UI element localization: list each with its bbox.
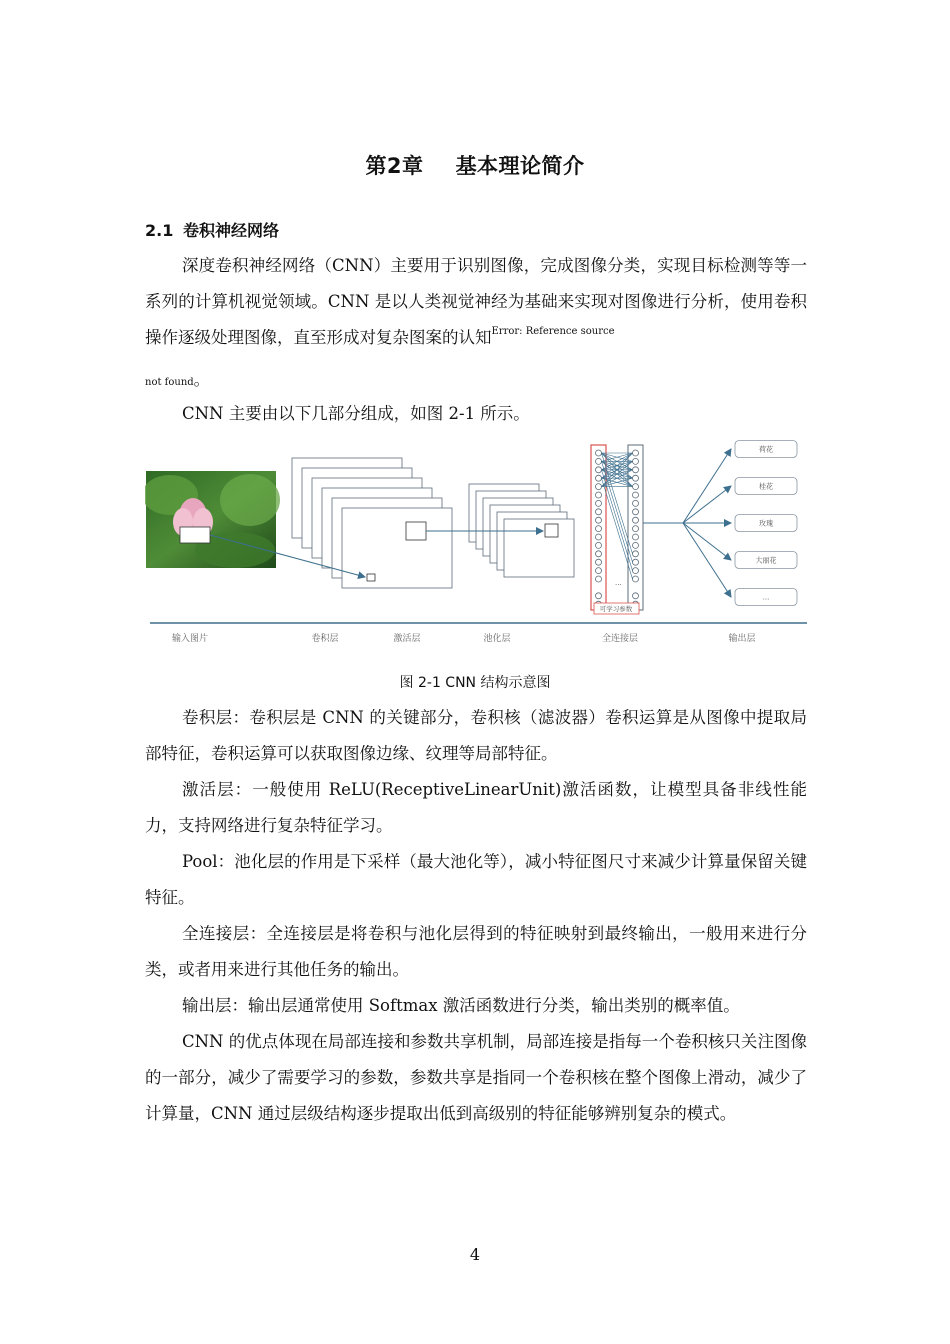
fc-output-node bbox=[633, 534, 639, 540]
conv-output-cell bbox=[367, 574, 375, 581]
cnn-diagram bbox=[145, 440, 810, 655]
fc-input-node bbox=[596, 500, 602, 506]
section-number: 2.1 bbox=[145, 221, 174, 240]
layer-labels bbox=[172, 632, 756, 644]
chapter-number: 第2章 bbox=[365, 154, 424, 178]
paragraph-intro-text: 深度卷积神经网络（CNN）主要用于识别图像，完成图像分类，实现目标检测等等一系列的计算机视觉领域。CNN 是以人类视觉神经为基础来实现对图像进行分析，使用卷积操作逐级处理图像，直至形成对复杂图案的认知 bbox=[145, 256, 807, 347]
fc-output-node bbox=[633, 484, 639, 490]
layer-label: 卷积层 bbox=[311, 634, 339, 644]
input-image bbox=[145, 471, 280, 568]
receptive-field-box bbox=[180, 527, 210, 543]
fc-input-node bbox=[596, 450, 602, 456]
output-class-label: 玫瑰 bbox=[759, 519, 773, 528]
fc-input-node bbox=[596, 475, 602, 481]
layer-label: 输出层 bbox=[728, 634, 756, 644]
section-heading bbox=[145, 218, 279, 241]
fc-input-node bbox=[596, 576, 602, 582]
fc-input-node bbox=[596, 526, 602, 532]
output-class-label: 荷花 bbox=[759, 445, 773, 454]
fc-input-node bbox=[596, 467, 602, 473]
reference-error-tail: not found bbox=[145, 377, 194, 388]
layer-label: 池化层 bbox=[483, 634, 511, 644]
reference-error-note-continued bbox=[145, 367, 210, 390]
paragraph-output: 输出层：输出层通常使用 Softmax 激活函数进行分类，输出类别的概率值。 bbox=[182, 996, 740, 1015]
fc-input-node bbox=[596, 484, 602, 490]
fc-output-node bbox=[633, 517, 639, 523]
paragraph-intro bbox=[145, 248, 807, 356]
paragraph-activation: 激活层：一般使用 ReLU(ReceptiveLinearUnit)激活函数，让模型具备非线性能力，支持网络进行复杂特征学习。 bbox=[145, 780, 807, 835]
learnable-parameters-label: 可学习参数 bbox=[599, 605, 633, 613]
chapter-name: 基本理论简介 bbox=[455, 154, 585, 178]
conv-layer-stack bbox=[292, 458, 452, 588]
paragraph-advantages: CNN 的优点体现在局部连接和参数共享机制，局部连接是指每一个卷积核只关注图像的一部分，减少了需要学习的参数，参数共享是指同一个卷积核在整个图像上滑动，减少了计算量，CNN 通过层级结构逐步提取出低到高级别的特征能够辨别复杂的模式。 bbox=[145, 1032, 807, 1123]
section-title: 卷积神经网络 bbox=[183, 221, 280, 240]
fc-input-node bbox=[596, 509, 602, 515]
cnn-structure-figure bbox=[145, 440, 810, 655]
fc-output-node bbox=[633, 492, 639, 498]
fc-input-node bbox=[596, 551, 602, 557]
paragraph-conv: 卷积层：卷积层是 CNN 的关键部分，卷积核（滤波器）卷积运算是从图像中提取局部特征，卷积运算可以获取图像边缘、纹理等局部特征。 bbox=[145, 708, 807, 763]
figure-caption: 图 2-1 CNN 结构示意图 bbox=[399, 675, 551, 691]
output-class-label: 大丽花 bbox=[755, 556, 777, 565]
fc-output-node bbox=[633, 467, 639, 473]
layer-label: 激活层 bbox=[393, 634, 421, 644]
fc-output-node bbox=[633, 509, 639, 515]
output-class-label: ... bbox=[762, 593, 770, 602]
fc-output-node bbox=[633, 542, 639, 548]
fc-output-node bbox=[633, 551, 639, 557]
fc-output-node bbox=[633, 458, 639, 464]
fc-output-node bbox=[633, 559, 639, 565]
output-layer bbox=[643, 441, 797, 606]
paragraphs-after-figure bbox=[145, 700, 807, 1132]
conv-pool-window bbox=[406, 522, 426, 540]
fc-input-node bbox=[596, 559, 602, 565]
layer-label: 输入图片 bbox=[171, 634, 209, 644]
fc-output-node bbox=[633, 568, 639, 574]
fc-output-node bbox=[633, 500, 639, 506]
fc-output-node bbox=[633, 475, 639, 481]
reference-error-note: Error: Reference source bbox=[491, 326, 615, 337]
output-class-label: 桂花 bbox=[759, 482, 773, 491]
fc-input-node bbox=[596, 568, 602, 574]
fc-ellipsis: ... bbox=[615, 579, 622, 587]
paragraph-fc: 全连接层：全连接层是将卷积与池化层得到的特征映射到最终输出，一般用来进行分类，或者用来进行其他任务的输出。 bbox=[145, 924, 807, 979]
fc-input-node bbox=[596, 517, 602, 523]
page-number: 4 bbox=[469, 1245, 481, 1264]
fc-input-node bbox=[596, 458, 602, 464]
fc-output-node bbox=[633, 593, 639, 599]
chapter-title bbox=[0, 150, 950, 180]
pool-output-cell bbox=[545, 524, 558, 537]
fc-input-node bbox=[596, 542, 602, 548]
paragraph-pool: Pool：池化层的作用是下采样（最大池化等），减小特征图尺寸来减少计算量保留关键特征。 bbox=[145, 852, 807, 907]
fc-input-node bbox=[596, 593, 602, 599]
fc-output-node bbox=[633, 450, 639, 456]
fc-input-node bbox=[596, 492, 602, 498]
fc-input-node bbox=[596, 534, 602, 540]
fc-output-node bbox=[633, 526, 639, 532]
paragraph-components: CNN 主要由以下几部分组成，如图 2-1 所示。 bbox=[182, 404, 530, 423]
fc-output-node bbox=[633, 576, 639, 582]
layer-label: 全连接层 bbox=[601, 634, 639, 644]
fully-connected-layer bbox=[591, 445, 643, 614]
sentence-end: 。 bbox=[193, 370, 210, 389]
